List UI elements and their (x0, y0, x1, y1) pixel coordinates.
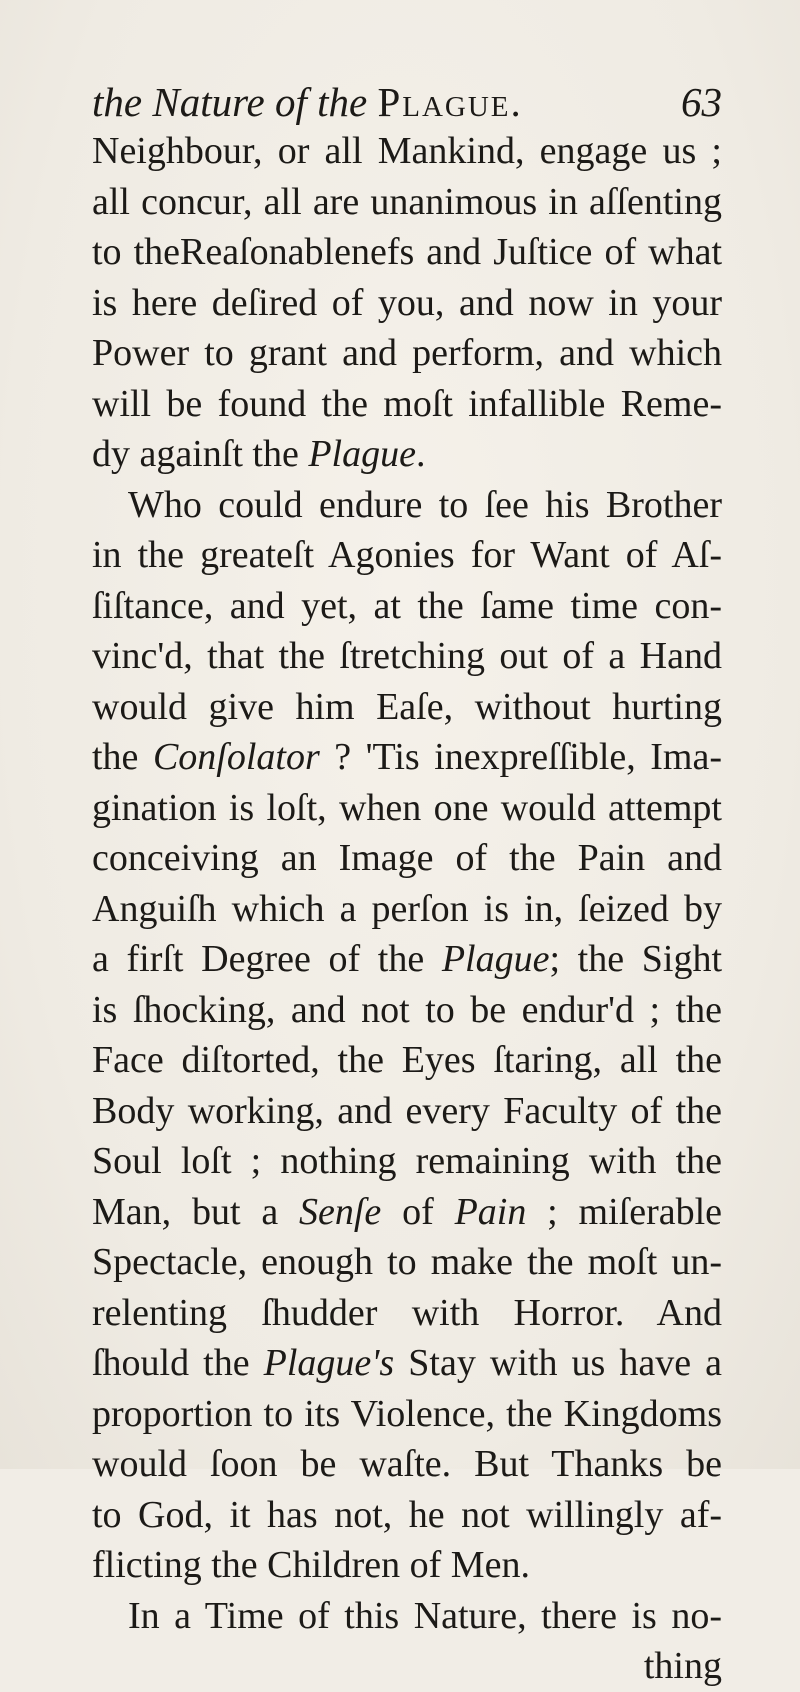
text-line: is here deſired of you, and now in your (92, 281, 722, 324)
text-line (92, 1338, 722, 1389)
text-segment: Man, but a (92, 1190, 299, 1233)
text-line: ſiſtance, and yet, at the ſame time con- (92, 584, 722, 627)
text-segment: ? 'Tis inexpreſſible, Ima- (319, 736, 722, 778)
header-title-nature: Nature (152, 79, 265, 125)
italic-word: Conſolator (152, 736, 320, 778)
text-line: would give him Eaſe, without hurting (92, 685, 722, 728)
text-line: Neighbour, or all Mankind, engage us ; (92, 130, 722, 172)
text-line: will be found the moſt infallible Reme- (92, 382, 722, 425)
text-line (92, 732, 722, 783)
text-line: in the greateſt Agonies for Want of Aſ- (92, 534, 722, 576)
text-line: is ſhocking, and not to be endur'd ; the (92, 988, 722, 1031)
text-line: Who could endure to ſee his Brother (128, 483, 722, 526)
text-line: proportion to its Violence, the Kingdoms (92, 1392, 722, 1435)
text-segment: the (92, 736, 153, 778)
text-line: flicting the Children of Men. (92, 1544, 530, 1586)
running-header (92, 72, 722, 132)
header-title-the: the (92, 79, 143, 125)
italic-word: Senſe (299, 1190, 382, 1233)
text-segment: a firſt Degree of the (92, 938, 442, 980)
text-line: relenting ſhudder with Horror. And (92, 1291, 722, 1334)
text-line (92, 429, 722, 480)
text-line: Body working, and every Faculty of the (92, 1089, 722, 1132)
body-text (92, 126, 722, 1692)
text-line: gination is loſt, when one would attempt (92, 786, 722, 829)
italic-word: Plague (308, 433, 416, 475)
text-segment: . (415, 433, 426, 475)
text-segment: ; miſerable (526, 1190, 723, 1233)
text-segment: dy againſt the (92, 433, 309, 475)
text-line: Soul loſt ; nothing remaining with the (92, 1140, 722, 1182)
text-segment: of (381, 1190, 455, 1233)
italic-word: Plague (441, 938, 550, 980)
text-line: Face diſtorted, the Eyes ſtaring, all the (92, 1039, 722, 1081)
text-segment: Stay with us have a (394, 1342, 722, 1384)
text-line: Power to grant and perform, and which (92, 332, 722, 374)
italic-word: Pain (454, 1190, 527, 1233)
page-number: 63 (681, 79, 722, 125)
italic-word: Plague's (263, 1342, 395, 1384)
catchword: thing (643, 1645, 722, 1687)
text-line: would ſoon be waſte. But Thanks be (92, 1443, 722, 1485)
text-line: to God, it has not, he not willingly af- (92, 1493, 722, 1536)
header-title-of-the: of the (274, 79, 368, 125)
text-segment: ſhould the (92, 1342, 264, 1384)
text-line: to theReaſonablenefs and Juſtice of what (92, 231, 722, 273)
text-line: vinc'd, that the ſtretching out of a Hand (92, 635, 722, 677)
header-title-plague: Plague. (377, 79, 523, 125)
text-line (92, 1187, 722, 1238)
text-line (92, 934, 722, 985)
text-line: Anguiſh which a perſon is in, ſeized by (92, 887, 722, 930)
text-line: In a Time of this Nature, there is no- (128, 1594, 722, 1637)
text-line: conceiving an Image of the Pain and (92, 837, 722, 879)
text-line: Spectacle, enough to make the moſt un- (92, 1241, 722, 1283)
text-segment: ; the Sight (549, 938, 723, 980)
text-line: all concur, all are unanimous in aſſenting (92, 180, 722, 223)
